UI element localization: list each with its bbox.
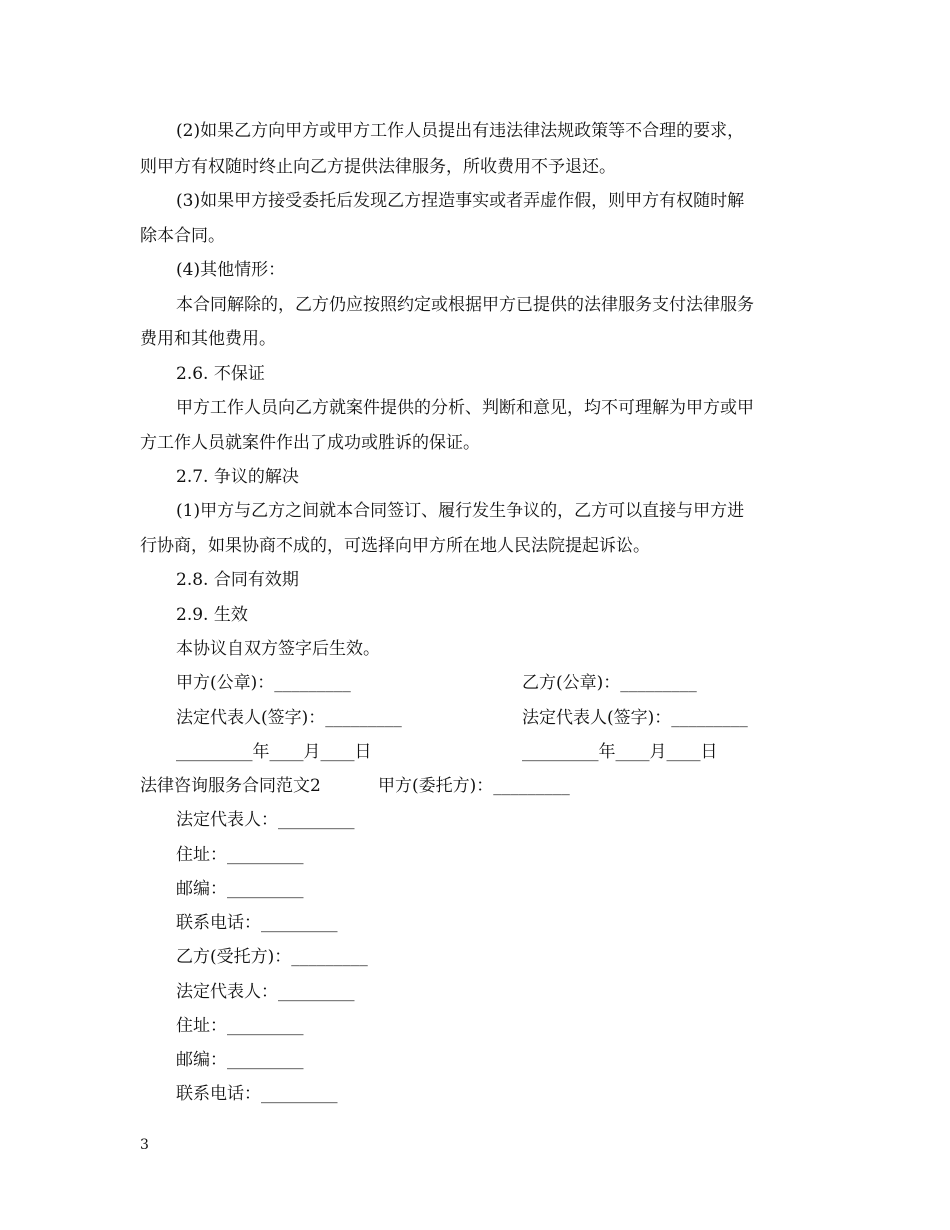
section-heading: 2.7. 争议的解决	[176, 467, 299, 487]
signature-party-a-seal: 甲方(公章)：_________	[176, 673, 351, 693]
contract2-field: 邮编：_________	[176, 879, 304, 899]
paragraph-line: 费用和其他费用。	[140, 329, 276, 349]
signature-party-b-date: _________年____月____日	[522, 742, 718, 762]
section-heading: 2.6. 不保证	[176, 364, 265, 384]
contract2-field: 联系电话：_________	[176, 913, 338, 933]
contract2-field: 住址：_________	[176, 1016, 304, 1036]
contract2-field: 住址：_________	[176, 845, 304, 865]
paragraph-line: (3)如果甲方接受委托后发现乙方捏造事实或者弄虚作假，则甲方有权随时解	[176, 191, 745, 211]
paragraph-line: 行协商，如果协商不成的，可选择向甲方所在地人民法院提起诉讼。	[140, 536, 650, 556]
contract2-field: 乙方(受托方)：_________	[176, 947, 368, 967]
paragraph-line: 方工作人员就案件作出了成功或胜诉的保证。	[140, 433, 480, 453]
paragraph-line: 则甲方有权随时终止向乙方提供法律服务，所收费用不予退还。	[140, 157, 616, 177]
paragraph-line: (2)如果乙方向甲方或甲方工作人员提出有违法律法规政策等不合理的要求，	[176, 121, 745, 141]
section-heading: 2.9. 生效	[176, 605, 248, 625]
signature-party-b-representative: 法定代表人(签字)：_________	[522, 708, 748, 728]
paragraph-line: 甲方工作人员向乙方就案件提供的分析、判断和意见，均不可理解为甲方或甲	[176, 398, 754, 418]
contract2-field: 法定代表人：_________	[176, 810, 355, 830]
page-number: 3	[140, 1137, 149, 1153]
paragraph-line: 本合同解除的，乙方仍应按照约定或根据甲方已提供的法律服务支付法律服务	[176, 295, 754, 315]
contract2-field: 邮编：_________	[176, 1050, 304, 1070]
paragraph-line: (4)其他情形：	[176, 260, 286, 280]
paragraph-line: 本协议自双方签字后生效。	[176, 639, 380, 659]
signature-party-b-seal: 乙方(公章)：_________	[522, 673, 697, 693]
contract2-title: 法律咨询服务合同范文2	[140, 776, 321, 796]
signature-party-a-representative: 法定代表人(签字)：_________	[176, 708, 402, 728]
paragraph-line: 除本合同。	[140, 226, 225, 246]
contract2-field: 法定代表人：_________	[176, 982, 355, 1002]
signature-party-a-date: _________年____月____日	[176, 742, 372, 762]
section-heading: 2.8. 合同有效期	[176, 570, 299, 590]
paragraph-line: (1)甲方与乙方之间就本合同签订、履行发生争议的，乙方可以直接与甲方进	[176, 501, 745, 521]
contract2-field: 联系电话：_________	[176, 1084, 338, 1104]
contract2-party-a: 甲方(委托方)：_________	[378, 776, 570, 796]
